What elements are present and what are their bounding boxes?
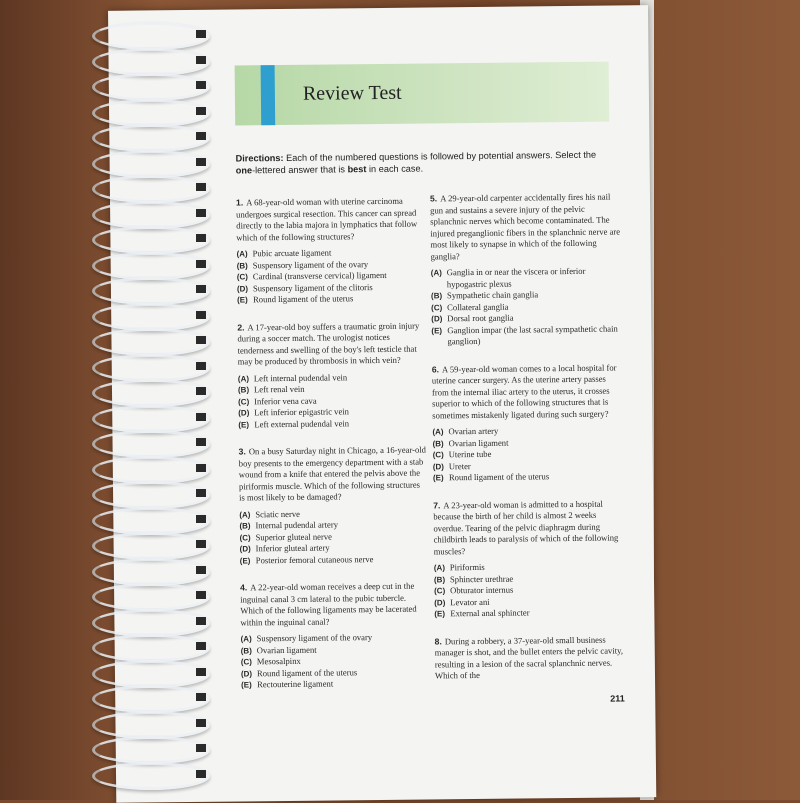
option-text: Left internal pudendal vein <box>253 371 348 383</box>
spiral-coil <box>92 252 210 280</box>
page-number: 211 <box>610 693 625 704</box>
option-text: Ganglion impar (the last sacral sympathetic chain ganglion) <box>447 323 618 347</box>
directions-text-c: in each case. <box>366 163 424 175</box>
spiral-coil <box>92 124 210 152</box>
binding-hole <box>196 387 206 395</box>
spiral-coil <box>92 736 210 764</box>
option-letter: (E) <box>237 295 248 305</box>
option-text: Pubic arcuate ligament <box>252 247 332 259</box>
question-number: 5. <box>429 193 438 204</box>
question-number: 1. <box>235 197 244 208</box>
spiral-coil <box>92 660 210 688</box>
spiral-coil <box>92 711 210 739</box>
option-text: Suspensory ligament of the clitoris <box>252 281 373 293</box>
question-item <box>432 362 623 484</box>
question-stem <box>432 362 623 421</box>
option-letter: (D) <box>240 668 253 678</box>
directions-text-a: Each of the numbered questions is followed by potential answers. Select the <box>283 149 597 163</box>
spiral-coil <box>92 226 210 254</box>
binding-hole <box>196 30 206 38</box>
spiral-coil <box>92 558 210 586</box>
option-letter: (E) <box>431 325 443 335</box>
option-letter: (C) <box>240 657 252 667</box>
directions-text-b: -lettered answer that is <box>251 164 348 176</box>
question-item <box>433 498 624 620</box>
question-item <box>239 445 428 567</box>
option-text: Sympathetic chain ganglia <box>446 289 539 301</box>
question-stem <box>435 634 625 682</box>
spiral-coil <box>92 277 210 305</box>
questions-left-column <box>236 196 429 707</box>
binding-hole <box>196 515 206 523</box>
option-letter: (A) <box>432 427 444 437</box>
binding-hole <box>196 617 206 625</box>
option-text: Cardinal (transverse cervical) ligament <box>252 269 387 282</box>
spiral-coil <box>92 48 210 76</box>
question-item <box>430 191 622 347</box>
spiral-coil <box>92 379 210 407</box>
option-letter: (C) <box>236 272 248 282</box>
directions-label: Directions: <box>235 152 284 164</box>
question-number: 8. <box>434 635 442 646</box>
question-text: A 17-year-old boy suffers a traumatic groin injury during a soccer match. The urologist notices tenderness and swelling of the boy's left testicle that may be produced by thrombosis in which vein? <box>237 320 420 367</box>
option-letter: (D) <box>238 408 250 418</box>
spiral-coil <box>92 430 210 458</box>
binding-hole <box>196 260 206 268</box>
option-text: Levator ani <box>450 596 490 607</box>
question-stem <box>239 445 428 504</box>
question-stem <box>237 320 425 368</box>
option-letter: (A) <box>236 249 248 259</box>
option-letter: (D) <box>432 461 444 471</box>
binding-hole <box>196 158 206 166</box>
question-stem <box>240 581 428 629</box>
option-text: Dorsal root ganglia <box>447 312 514 324</box>
spiral-coil <box>92 99 210 127</box>
spiral-coil <box>92 532 210 560</box>
spiral-coil <box>92 303 210 331</box>
binding-hole <box>196 642 206 650</box>
binding-hole <box>196 438 206 446</box>
question-number: 6. <box>431 363 440 374</box>
binding-hole <box>196 770 206 778</box>
questions-right-column <box>430 191 625 697</box>
option-letter: (C) <box>238 396 250 406</box>
directions-emph-one: one <box>235 165 253 176</box>
option-letter: (E) <box>238 419 250 429</box>
answer-option <box>431 265 621 290</box>
question-item <box>237 320 426 430</box>
spiral-coil <box>92 456 210 484</box>
option-letter: (E) <box>241 680 252 690</box>
option-text: Internal pudendal artery <box>255 519 339 531</box>
option-letter: (B) <box>430 291 443 301</box>
question-stem <box>433 498 624 557</box>
spiral-binding <box>92 0 212 800</box>
binding-hole <box>196 540 206 548</box>
option-text: Ovarian ligament <box>256 644 317 655</box>
binding-hole <box>196 719 206 727</box>
option-text: Superior gluteal nerve <box>255 531 332 542</box>
spiral-coil <box>92 634 210 662</box>
spiral-coil <box>92 73 210 101</box>
binding-hole <box>196 744 206 752</box>
option-text: Posterior femoral cutaneous nerve <box>255 553 374 565</box>
option-letter: (D) <box>434 597 446 607</box>
option-text: Round ligament of the uterus <box>252 293 354 305</box>
option-text: Uterine tube <box>448 448 492 460</box>
option-text: Ganglia in or near the viscera or inferior hypogastric plexus <box>446 265 586 289</box>
option-text: Ureter <box>448 460 471 471</box>
question-text: On a busy Saturday night in Chicago, a 16-year-old boy presents to the emergency department with a stab wound from a knife that entered the pelvis above the piriformis muscle. Which of the following structures is most likely to be damaged? <box>238 444 427 503</box>
option-letter: (A) <box>430 268 442 278</box>
answer-option <box>238 417 426 430</box>
option-letter: (B) <box>237 385 250 395</box>
option-text: Inferior gluteal artery <box>255 542 330 554</box>
option-text: Round ligament of the uterus <box>256 666 358 678</box>
binding-hole <box>196 591 206 599</box>
binding-hole <box>196 362 206 370</box>
question-item <box>240 581 429 691</box>
question-item <box>236 196 425 306</box>
option-text: Suspensory ligament of the ovary <box>252 258 369 270</box>
option-text: Piriformis <box>449 561 485 573</box>
question-text: A 22-year-old woman receives a deep cut in the inguinal canal 3 cm lateral to the pubic tubercle. Which of the following ligaments may be lacerated within the inguinal canal? <box>240 580 417 627</box>
option-letter: (C) <box>239 532 251 542</box>
option-letter: (A) <box>239 509 251 519</box>
option-text: External anal sphincter <box>450 607 530 619</box>
spiral-coil <box>92 762 210 790</box>
option-letter: (D) <box>236 283 249 293</box>
option-letter: (E) <box>434 609 446 619</box>
question-text: A 23-year-old woman is admitted to a hospital because the birth of her child is almost 2 weeks overdue. Tearing of the pelvic diaphragm during childbirth leads to paralysis of which of the following muscles? <box>433 498 619 556</box>
option-letter: (E) <box>239 555 251 565</box>
answer-option <box>434 606 624 619</box>
option-letter: (B) <box>433 574 446 584</box>
option-letter: (B) <box>432 438 444 448</box>
question-number: 3. <box>238 446 246 457</box>
binding-hole <box>196 81 206 89</box>
option-letter: (E) <box>432 473 444 483</box>
option-text: Sciatic nerve <box>255 508 300 519</box>
binding-hole <box>196 413 206 421</box>
option-text: Left external pudendal vein <box>254 417 350 429</box>
option-text: Left inferior epigastric vein <box>254 406 350 418</box>
binding-hole <box>196 693 206 701</box>
binding-hole <box>196 489 206 497</box>
answer-option <box>241 678 429 691</box>
binding-hole <box>196 285 206 293</box>
spiral-coil <box>92 150 210 178</box>
directions <box>236 149 616 177</box>
spiral-coil <box>92 328 210 356</box>
option-letter: (B) <box>239 521 251 531</box>
option-letter: (D) <box>431 314 443 324</box>
option-text: Mesosalpinx <box>256 655 301 667</box>
question-text: A 68-year-old woman with uterine carcinoma undergoes surgical resection. This cancer can spread directly to the labia majora in lymphatics that follow which of the following structures? <box>236 195 418 242</box>
option-letter: (C) <box>432 450 444 460</box>
option-letter: (C) <box>434 586 446 596</box>
option-letter: (A) <box>237 373 250 383</box>
option-letter: (A) <box>433 563 446 573</box>
page-title: Review Test <box>302 81 402 105</box>
spiral-coil <box>92 685 210 713</box>
binding-hole <box>196 56 206 64</box>
binding-hole <box>196 566 206 574</box>
binding-hole <box>196 209 206 217</box>
question-text: A 29-year-old carpenter accidentally fires his nail gun and sustains a severe injury of the pelvic splanchnic nerves which become contaminated. The injured preganglionic fibers in the splanchnic nerve are most likely to synapse in which of the following ganglia? <box>430 191 621 261</box>
question-number: 2. <box>237 321 245 332</box>
option-letter: (A) <box>240 634 252 644</box>
binding-hole <box>196 183 206 191</box>
spiral-coil <box>92 175 210 203</box>
option-letter: (D) <box>239 544 251 554</box>
question-number: 4. <box>240 582 248 593</box>
option-text: Sphincter urethrae <box>449 573 514 584</box>
question-stem <box>430 191 621 262</box>
spiral-coil <box>92 481 210 509</box>
binding-hole <box>196 668 206 676</box>
question-text: During a robbery, a 37-year-old small business manager is shot, and the bullet enters the pelvic cavity, resulting in a lesion of the sacral splanchnic nerves. Which of the <box>434 634 624 681</box>
binding-hole <box>196 132 206 140</box>
binding-hole <box>196 107 206 115</box>
option-text: Ovarian artery <box>448 425 499 437</box>
binding-hole <box>196 311 206 319</box>
spiral-coil <box>92 354 210 382</box>
option-text: Left renal vein <box>253 383 305 395</box>
option-text: Round ligament of the uterus <box>448 471 550 483</box>
option-text: Ovarian ligament <box>448 437 509 448</box>
option-text: Inferior vena cava <box>254 395 317 406</box>
spiral-coil <box>92 609 210 637</box>
option-text: Obturator internus <box>450 584 514 596</box>
option-text: Rectouterine ligament <box>257 678 334 690</box>
spiral-coil <box>92 583 210 611</box>
spiral-coil <box>92 405 210 433</box>
spiral-coil <box>92 507 210 535</box>
option-letter: (B) <box>236 260 248 270</box>
spiral-coil <box>92 201 210 229</box>
banner-accent <box>261 65 276 125</box>
question-item <box>435 634 625 682</box>
spiral-coil <box>92 22 210 50</box>
binding-hole <box>196 464 206 472</box>
binding-hole <box>196 234 206 242</box>
answer-option <box>237 293 425 306</box>
binding-hole <box>196 336 206 344</box>
answer-option <box>433 470 623 483</box>
question-text: A 59-year-old woman comes to a local hospital for uterine cancer surgery. As the uterine artery passes from the internal iliac artery to the uterus, it crosses superior to which of the following structures that is sometimes mistakenly ligated during such surgery? <box>431 362 617 420</box>
question-number: 7. <box>433 499 441 510</box>
answer-option <box>431 323 621 348</box>
section-banner <box>235 62 610 126</box>
option-letter: (C) <box>431 302 443 312</box>
answer-option <box>240 553 428 566</box>
option-text: Collateral ganglia <box>447 301 509 312</box>
question-stem <box>236 196 424 244</box>
directions-emph-best: best <box>347 164 367 175</box>
option-text: Suspensory ligament of the ovary <box>256 632 373 644</box>
option-letter: (B) <box>240 645 252 655</box>
